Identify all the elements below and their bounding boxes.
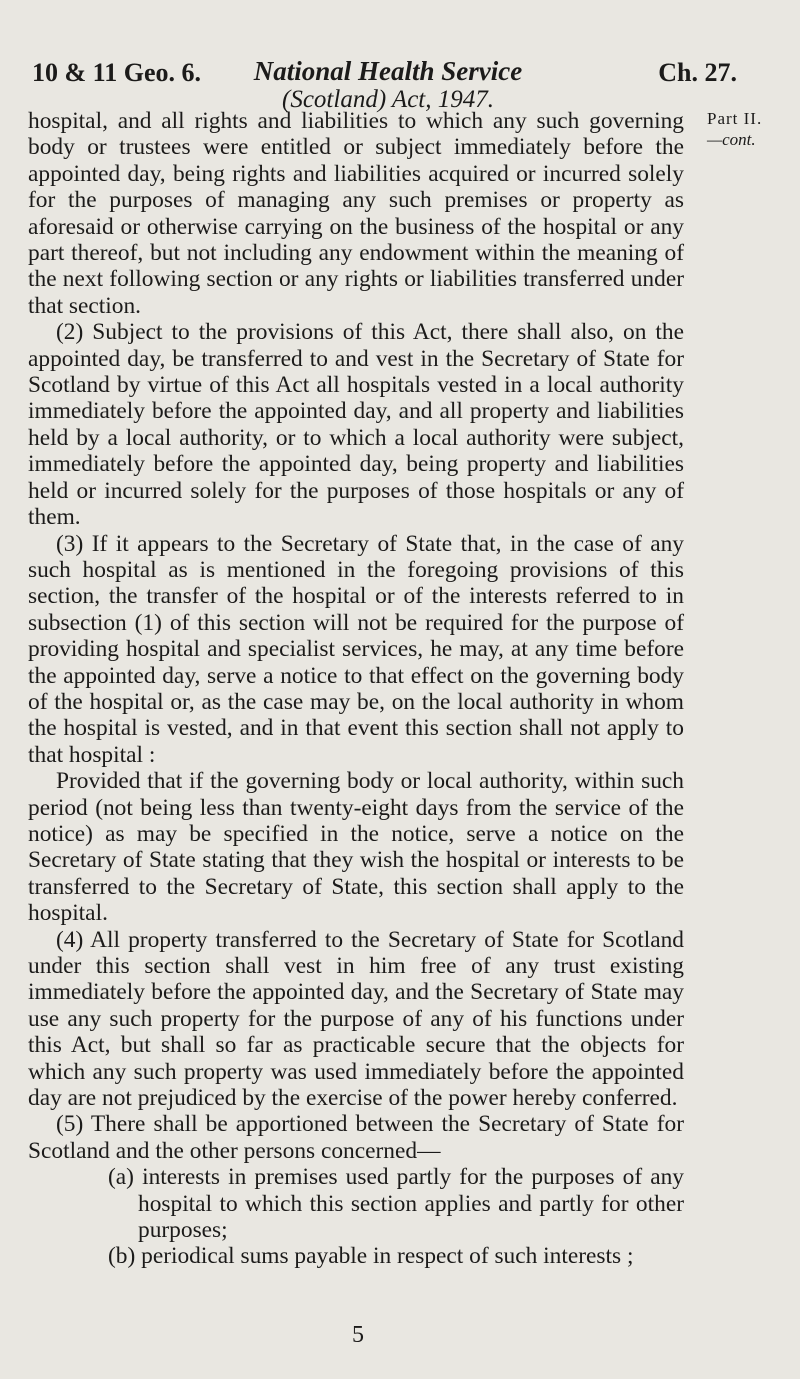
subsection-5: (5) There shall be apportioned between the Secretary of State for Scotland and the other persons concerned— [28,1111,684,1164]
header-act-title-line1: National Health Service [253,56,523,86]
header-act-title [228,58,548,115]
statute-text [28,108,684,1270]
margin-cont-label: —cont. [707,130,756,149]
margin-part-label: Part II. [707,109,763,128]
list-item-b: (b) periodical sums payable in respect of such interests ; [108,1243,634,1270]
subsection-4: (4) All property transferred to the Secretary of State for Scotland under this section shall vest in him free of any trust existing immediately before the appointed day, and the Secretary of State may use any such property for the purpose of any of his functions under this Act, but shall so far as practicable secure that the objects for which any such property was used immediately before the appointed day are not prejudiced by the exercise of the power hereby conferred. [28,926,684,1112]
list-item-a: (a) interests in premises used partly for the purposes of any hospital to which this section applies and partly for other purposes; [108,1164,684,1244]
paragraph-continued: hospital, and all rights and liabilities to which any such governing body or trustees were entitled or subject immediately before the appointed day, being rights and liabilities acquired or incurred solely for the purposes of managing any such premises or property as aforesaid or otherwise carrying on the business of the hospital or any part thereof, but not including any endowment within the meaning of the next following section or any rights or liabilities transferred under that section. [28,108,684,319]
header-act-title-line2: (Scotland) Act, 1947. [282,86,494,113]
subsection-2: (2) Subject to the provisions of this Act, there shall also, on the appointed day, be transferred to and vest in the Secretary of State for Scotland by virtue of this Act all hospitals vested in a local authority immediately before the appointed day, and all property and liabilities held by a local authority, or to which a local authority were subject, immediately before the appointed day, being property and liabilities held or incurred solely for the purposes of those hospitals or any of them. [28,319,684,531]
margin-note [707,108,795,150]
header-chapter: Ch. 27. [658,58,737,87]
header-regnal-year: 10 & 11 Geo. 6. [32,58,201,87]
page-number: 5 [352,1322,364,1348]
subsection-3: (3) If it appears to the Secretary of State that, in the case of any such hospital as is mentioned in the foregoing provisions of this section, the transfer of the hospital or of the interests referred to in subsection (1) of this section will not be required for the purpose of providing hospital and specialist services, he may, at any time before the appointed day, serve a notice to that effect on the governing body of the hospital or, as the case may be, on the local authority in whom the hospital is vested, and in that event this section shall not apply to that hospital : [28,530,684,768]
proviso: Provided that if the governing body or local authority, within such period (not being less than twenty-eight days from the service of the notice) as may be specified in the notice, serve a notice on the Secretary of State stating that they wish the hospital or interests to be transferred to the Secretary of State, this section shall apply to the hospital. [28,768,684,927]
